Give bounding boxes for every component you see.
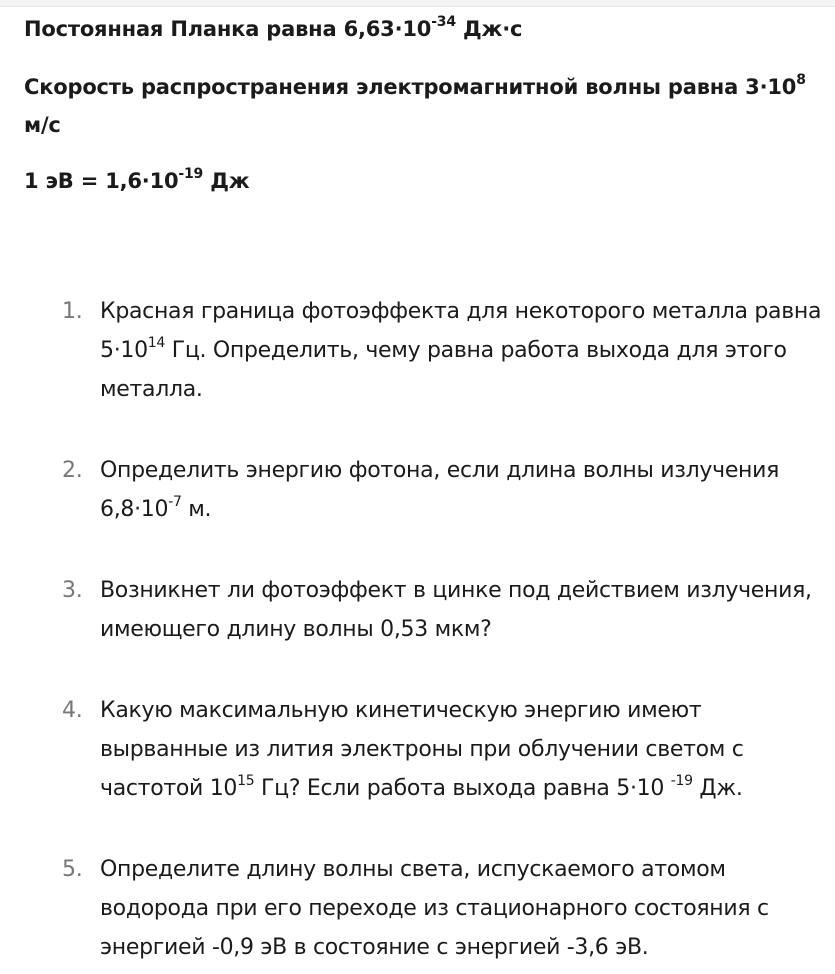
task-item bbox=[62, 850, 822, 967]
task-exponent: 15 bbox=[237, 772, 255, 789]
task-text: Определите длину волны света, испускаемого атомом водорода при его переходе из стационарного состояния с энергией -0,9 эВ в состояние с энергией -3,6 эВ. bbox=[100, 857, 769, 960]
planck-constant-line bbox=[24, 10, 814, 48]
task-item bbox=[62, 571, 822, 649]
wave-speed-text: Скорость распространения электромагнитной волны равна 3·10 bbox=[24, 75, 797, 99]
planck-unit: Дж·с bbox=[455, 17, 523, 41]
task-text: Гц? Если работа выхода равна 5·10 bbox=[254, 776, 671, 801]
constants-block bbox=[24, 10, 814, 200]
task-text: Дж. bbox=[692, 776, 743, 801]
task-text: м. bbox=[181, 497, 212, 522]
task-number: 4. bbox=[62, 698, 83, 723]
task-item bbox=[62, 451, 822, 529]
task-exponent: -19 bbox=[670, 772, 693, 789]
task-text: Определить энергию фотона, если длина волны излучения 6,8·10 bbox=[100, 458, 780, 522]
top-border bbox=[0, 0, 835, 7]
task-number: 2. bbox=[62, 458, 83, 483]
ev-exponent: -19 bbox=[178, 166, 204, 182]
wave-speed-unit: м/с bbox=[24, 113, 61, 137]
task-number: 1. bbox=[62, 299, 83, 324]
task-item bbox=[62, 691, 822, 808]
planck-exponent: -34 bbox=[431, 14, 456, 30]
ev-text: 1 эВ = 1,6·10 bbox=[24, 169, 179, 193]
task-exponent: -7 bbox=[168, 493, 182, 510]
planck-text: Постоянная Планка равна 6,63·10 bbox=[24, 17, 432, 41]
task-item bbox=[62, 292, 822, 409]
wave-speed-line bbox=[24, 68, 814, 144]
task-exponent: 14 bbox=[147, 334, 166, 351]
task-text: Возникнет ли фотоэффект в цинке под действием излучения, имеющего длину волны 0,53 мкм? bbox=[100, 578, 812, 642]
task-text: Красная граница фотоэффекта для некоторого металла равна 5·10 bbox=[100, 299, 822, 363]
task-text: Гц. Определить, чему равна работа выхода для этого металла. bbox=[100, 338, 787, 402]
task-text: Какую максимальную кинетическую энергию имеют вырванные из лития электроны при облучении светом с частотой 10 bbox=[100, 698, 744, 801]
task-number: 3. bbox=[62, 578, 83, 603]
task-list bbox=[62, 292, 822, 967]
wave-speed-exponent: 8 bbox=[796, 72, 806, 88]
ev-unit: Дж bbox=[203, 169, 250, 193]
ev-conversion-line bbox=[24, 162, 814, 200]
task-number: 5. bbox=[62, 857, 83, 882]
